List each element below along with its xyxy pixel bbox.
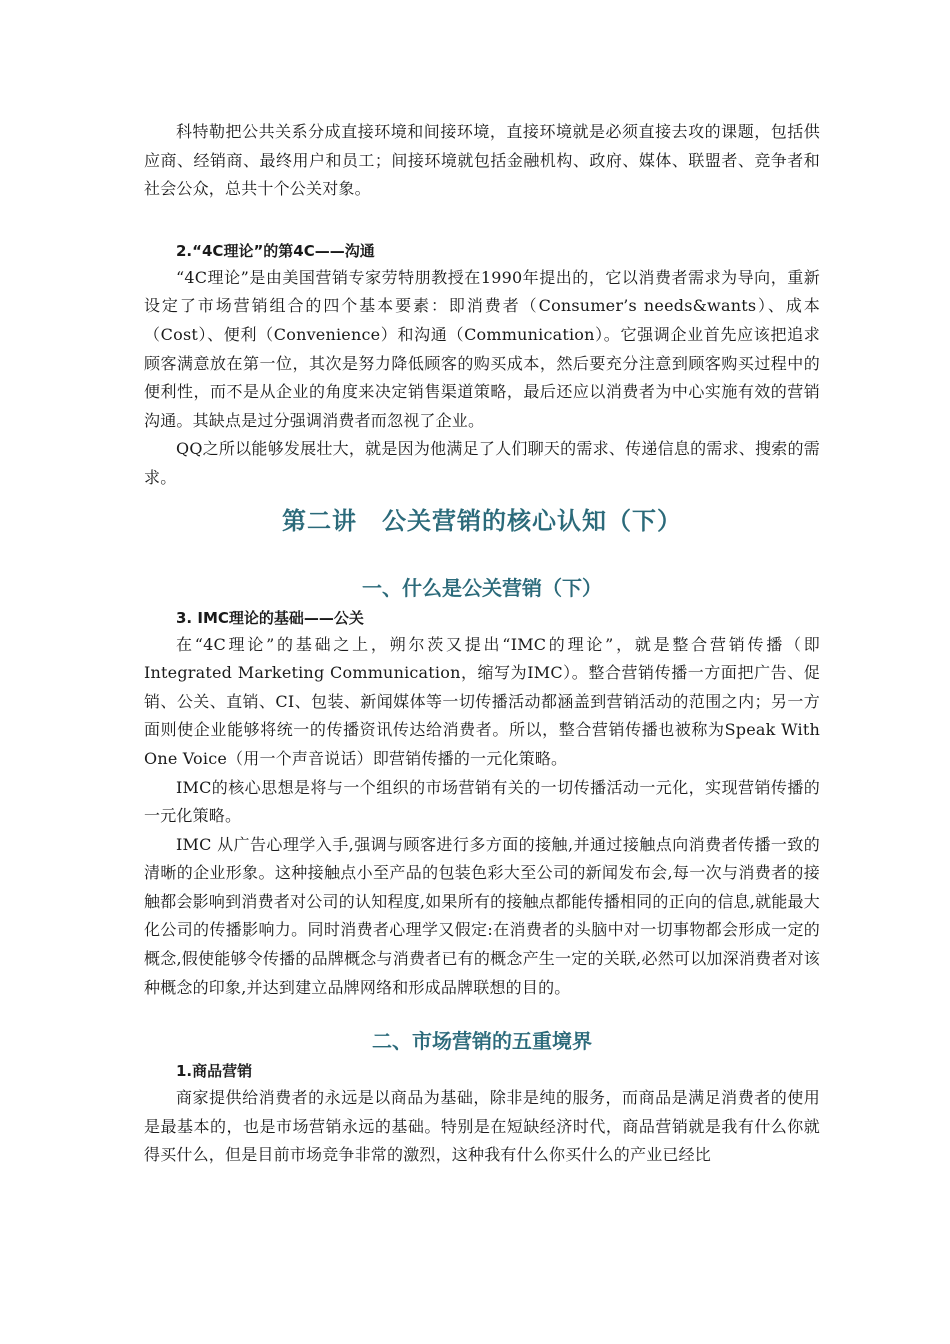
paragraph-qq-example: QQ之所以能够发展壮大，就是因为他满足了人们聊天的需求、传递信息的需求、搜索的需求。	[144, 439, 820, 487]
heading-4c-communication: 2.“4C理论”的第4C——沟通	[176, 241, 375, 260]
spacer	[144, 204, 820, 238]
heading-imc-foundation: 3. IMC理论的基础——公关	[176, 608, 364, 627]
paragraph-imc-contact: IMC 从广告心理学入手,强调与顾客进行多方面的接触,并通过接触点向消费者传播一致的清晰的企业形象。这种接触点小至产品的包装色彩大至公司的新闻发布会,每一次与消费者的接触都会影响到消费者对公司的认知程度,如果所有的接触点都能传播相同的正向的信息,就能最大化公司的传播影响力。同时消费者心理学又假定:在消费者的头脑中对一切事物都会形成一定的概念,假使能够令传播的品牌概念与消费者已有的概念产生一定的关联,必然可以加深消费者对该种概念的印象,并达到建立品牌网络和形成品牌联想的目的。	[144, 834, 820, 997]
intro-paragraph: 科特勒把公共关系分成直接环境和间接环境，直接环境就是必须直接去攻的课题，包括供应商、经销商、最终用户和员工；间接环境就包括金融机构、政府、媒体、联盟者、竞争者和社会公众，总共十个公关对象。	[144, 122, 820, 199]
paragraph-imc-theory: 在“4C理论”的基础之上，朔尔茨又提出“IMC的理论”，就是整合营销传播（即Integrated Marketing Communication，缩写为IMC）。整合营销传播一方面把广告、促销、公关、直销、CI、包装、新闻媒体等一切传播活动都涵盖到营销活动的范围之内；另一方面则使企业能够将统一的传播资讯传达给消费者。所以，整合营销传播也被称为Speak With One Voice（用一个声音说话）即营销传播的一元化策略。	[144, 634, 820, 768]
lecture-title: 第二讲 公关营销的核心认知（下）	[282, 506, 682, 535]
section-title-what-is-pr-marketing: 一、什么是公关营销（下）	[362, 575, 602, 600]
section-title-five-levels: 二、市场营销的五重境界	[372, 1029, 592, 1054]
paragraph-4c-theory: “4C理论”是由美国营销专家劳特朋教授在1990年提出的，它以消费者需求为导向，重新设定了市场营销组合的四个基本要素：即消费者（Consumer’s needs&wants）、成本（Cost）、便利（Convenience）和沟通（Communication）。它强调企业首先应该把追求顾客满意放在第一位，其次是努力降低顾客的购买成本，然后要充分注意到顾客购买过程中的便利性，而不是从企业的角度来决定销售渠道策略，最后还应以消费者为中心实施有效的营销沟通。其缺点是过分强调消费者而忽视了企业。	[144, 267, 820, 430]
heading-product-marketing: 1.商品营销	[176, 1062, 253, 1081]
spacer	[144, 541, 820, 571]
spacer	[144, 1002, 820, 1024]
paragraph-product-marketing: 商家提供给消费者的永远是以商品为基础，除非是纯的服务，而商品是满足消费者的使用是最基本的，也是市场营销永远的基础。特别是在短缺经济时代，商品营销就是我有什么你就得买什么，但是目前市场竞争非常的激烈，这种我有什么你买什么的产业已经比	[144, 1088, 820, 1165]
paragraph-imc-core: IMC的核心思想是将与一个组织的市场营销有关的一切传播活动一元化，实现营销传播的一元化策略。	[144, 777, 820, 826]
